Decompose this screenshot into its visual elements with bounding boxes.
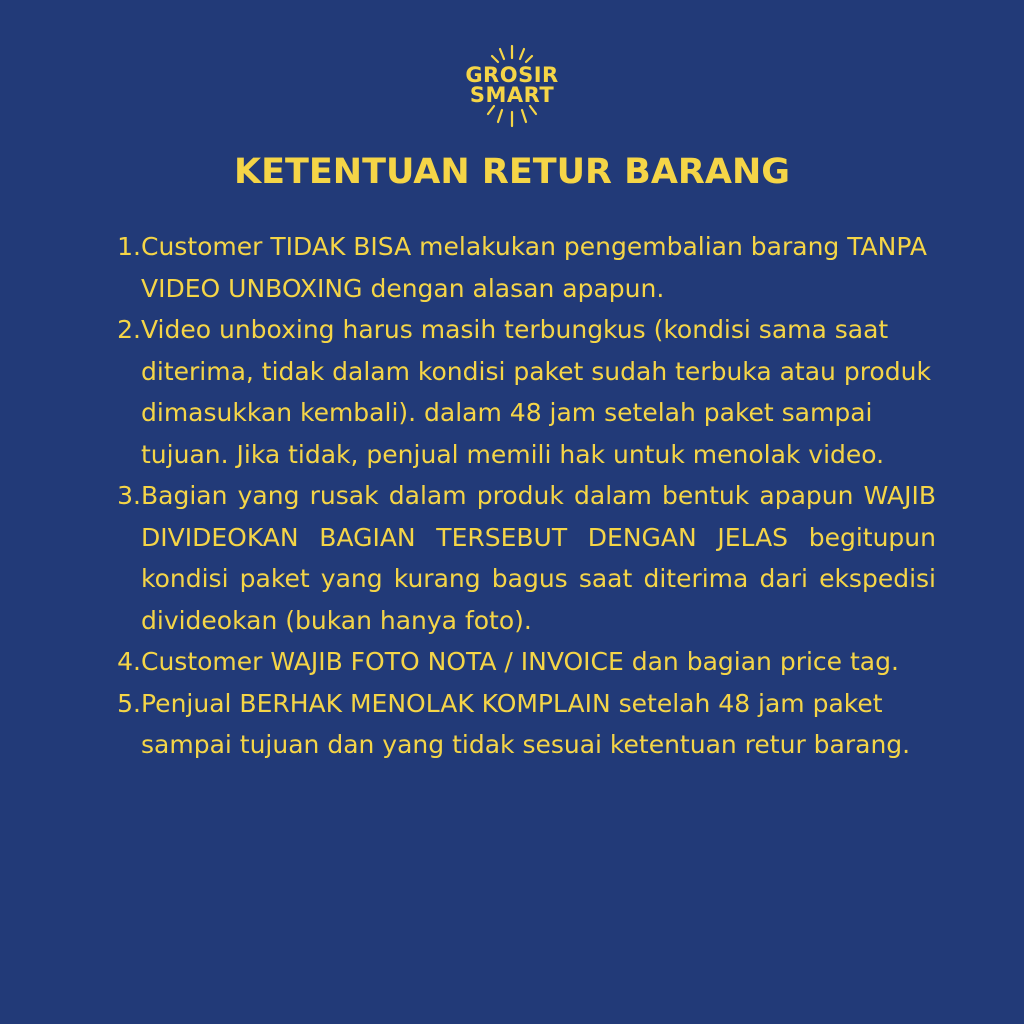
page-title: KETENTUAN RETUR BARANG [233,152,790,192]
rule-number: 3. [117,481,141,510]
rule-number: 2. [117,315,141,344]
rule-item-2 [108,309,936,475]
grosir-smart-logo [452,42,572,132]
rule-text: Customer TIDAK BISA melakukan pengembalian barang TANPA VIDEO UNBOXING dengan alasan apapun. [141,232,927,303]
rule-text: Video unboxing harus masih terbungkus (kondisi sama saat diterima, tidak dalam kondisi paket sudah terbuka atau produk dimasukkan kembali). dalam 48 jam setelah paket sampai tujuan. Jika tidak, penjual memili hak untuk menolak video. [141,315,931,469]
rule-item-1 [108,226,936,309]
rules-list [108,226,936,766]
rule-item-3 [108,475,936,641]
rule-item-4 [108,641,936,683]
rule-item-5 [108,683,936,766]
logo-text-smart: SMART [469,83,555,107]
rule-text: Bagian yang rusak dalam produk dalam bentuk apapun WAJIB DIVIDEOKAN BAGIAN TERSEBUT DENGAN JELAS begitupun kondisi paket yang kurang bagus saat diterima dari ekspedisi divideokan (bukan hanya foto). [141,481,936,635]
rule-number: 5. [117,688,141,718]
logo-text-grosir: GROSIR [465,63,559,87]
rule-number: 4. [117,647,141,676]
rule-text: Customer WAJIB FOTO NOTA / INVOICE dan bagian price tag. [141,647,899,676]
rule-number: 1. [117,232,141,261]
rule-text: Penjual BERHAK MENOLAK KOMPLAIN setelah 48 jam paket sampai tujuan dan yang tidak sesuai ketentuan retur barang. [141,688,911,759]
